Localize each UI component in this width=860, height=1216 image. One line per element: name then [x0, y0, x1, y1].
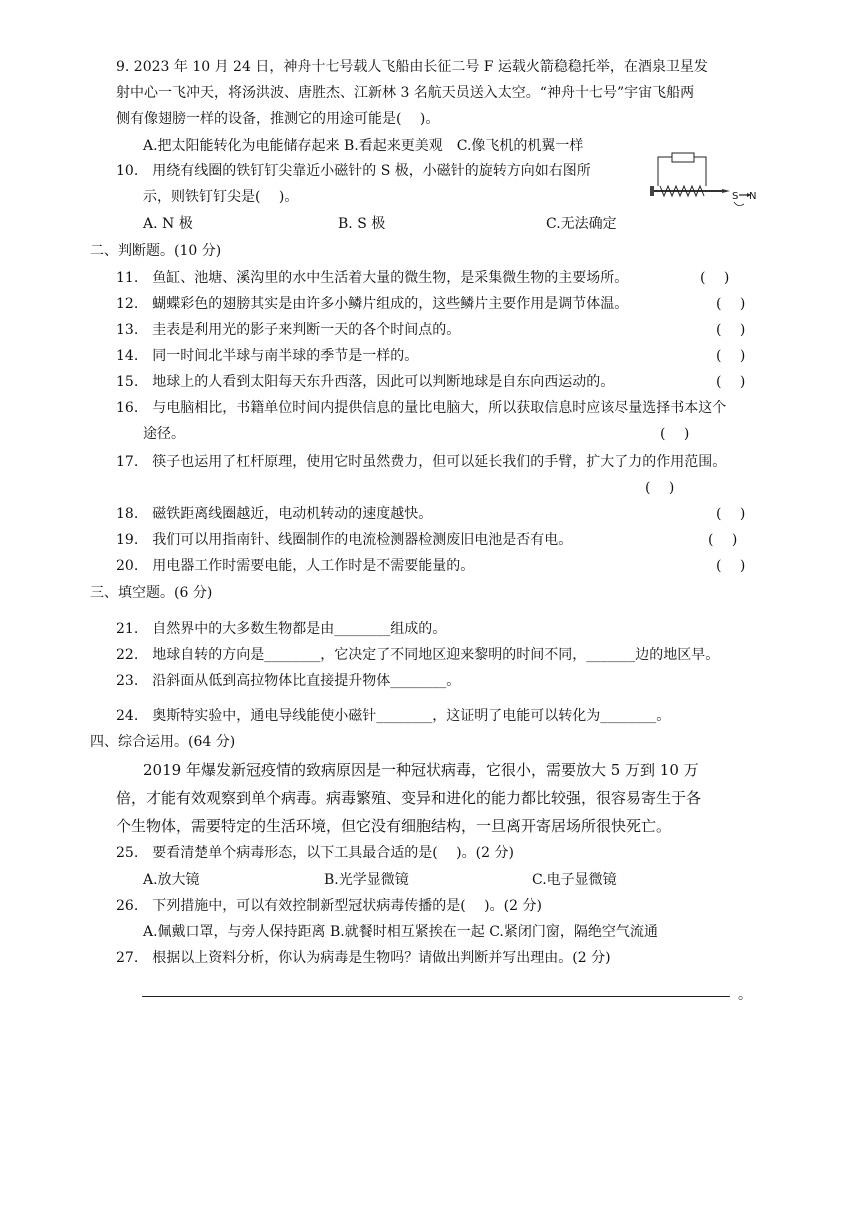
q9-line-1: 9. 2023 年 10 月 24 日，神舟十七号载人飞船由长征二号 F 运载火箭稳稳托举，在酒泉卫星发	[116, 59, 708, 75]
nail-coil-figure	[648, 150, 758, 210]
section-3-title: 三、填空题。(6 分)	[90, 585, 213, 601]
q12-answer-paren[interactable]: ( )	[716, 296, 746, 312]
q26-text: 26. 下列措施中，可以有效控制新型冠状病毒传播的是( )。(2 分)	[116, 898, 542, 914]
coil-wire	[658, 157, 706, 186]
q17-text: 17. 筷子也运用了杠杆原理，使用它时虽然费力，但可以延长我们的手臂，扩大了力的作用范围。	[116, 454, 727, 470]
q20-text: 20. 用电器工作时需要电能，人工作时是不需要能量的。	[116, 558, 475, 574]
q18-answer-paren[interactable]: ( )	[716, 506, 746, 522]
q10-line-2: 示，则铁钉钉尖是( )。	[143, 189, 299, 205]
q11-text: 11. 鱼缸、池塘、溪沟里的水中生活着大量的微生物，是采集微生物的主要场所。	[116, 270, 629, 286]
q18-text: 18. 磁铁距离线圈越近，电动机转动的速度越快。	[116, 506, 433, 522]
q19-answer-paren[interactable]: ( )	[708, 532, 738, 548]
battery-icon	[672, 153, 694, 162]
q13-answer-paren[interactable]: ( )	[716, 322, 746, 338]
q23-text[interactable]: 23. 沿斜面从低到高拉物体比直接提升物体________。	[116, 673, 461, 689]
q17-answer-paren[interactable]: ( )	[645, 480, 675, 496]
section-4-title: 四、综合运用。(64 分)	[90, 734, 236, 750]
q20-answer-paren[interactable]: ( )	[716, 558, 746, 574]
q10-option-c: C.无法确定	[546, 216, 617, 232]
q9-options: A.把太阳能转化为电能储存起来 B.看起来更美观 C.像飞机的机翼一样	[143, 138, 584, 154]
passage-line-3: 个生物体，需要特定的生活环境，但它没有细胞结构，一旦离开寄居场所很快死亡。	[116, 817, 672, 835]
section-2-title: 二、判断题。(10 分)	[90, 243, 222, 259]
q14-text: 14. 同一时间北半球与南半球的季节是一样的。	[116, 348, 419, 364]
q9-line-2: 射中心一飞冲天，将汤洪波、唐胜杰、江新林 3 名航天员送入太空。“神舟十七号”宇宙飞船两	[116, 85, 695, 101]
q10-option-b: B. S 极	[338, 216, 386, 232]
q13-text: 13. 圭表是利用光的影子来判断一天的各个时间点的。	[116, 322, 461, 338]
q12-text: 12. 蝴蝶彩色的翅膀其实是由许多小鳞片组成的，这些鳞片主要作用是调节体温。	[116, 296, 629, 312]
passage-line-2: 倍，才能有效观察到单个病毒。病毒繁殖、变异和进化的能力都比较强，很容易寄生于各	[116, 789, 702, 807]
q25-option-a: A.放大镜	[143, 872, 200, 888]
nail-tip	[722, 189, 730, 193]
needle-s-label: S	[732, 191, 739, 202]
q10-option-a: A. N 极	[143, 216, 193, 232]
q16-answer-paren[interactable]: ( )	[660, 426, 690, 442]
q16-text: 16. 与电脑相比，书籍单位时间内提供信息的量比电脑大，所以获取信息时应该尽量选择书本这个	[116, 400, 727, 416]
q25-option-b: B.光学显微镜	[324, 872, 409, 888]
rotation-arrow	[734, 202, 744, 206]
q19-text: 19. 我们可以用指南针、线圈制作的电流检测器检测废旧电池是否有电。	[116, 532, 573, 548]
q27-answer-line[interactable]	[142, 996, 730, 997]
q15-text: 15. 地球上的人看到太阳每天东升西落，因此可以判断地球是自东向西运动的。	[116, 374, 615, 390]
q26-options: A.佩戴口罩，与旁人保持距离 B.就餐时相互紧挨在一起 C.紧闭门窗，隔绝空气流通	[143, 924, 658, 940]
q9-line-3: 侧有像翅膀一样的设备，推测它的用途可能是( )。	[116, 111, 440, 127]
needle-n-label: N	[749, 191, 757, 202]
q27-end-mark: 。	[738, 987, 752, 1003]
q11-answer-paren[interactable]: ( )	[700, 270, 730, 286]
q14-answer-paren[interactable]: ( )	[716, 348, 746, 364]
q22-text[interactable]: 22. 地球自转的方向是________，它决定了不同地区迎来黎明的时间不同，_______边的地区早。	[116, 647, 720, 663]
passage-line-1: 2019 年爆发新冠疫情的致病原因是一种冠状病毒，它很小，需要放大 5 万到 10 万	[143, 761, 699, 779]
q15-answer-paren[interactable]: ( )	[716, 374, 746, 390]
q16-text-cont: 途径。	[143, 426, 185, 442]
q25-text: 25. 要看清楚单个病毒形态，以下工具最合适的是( )。(2 分)	[116, 845, 514, 861]
nail-head	[650, 186, 654, 196]
q24-text[interactable]: 24. 奥斯特实验中，通电导线能使小磁针________，这证明了电能可以转化为________。	[116, 708, 671, 724]
q25-option-c: C.电子显微镜	[532, 872, 617, 888]
q27-text: 27. 根据以上资料分析，你认为病毒是生物吗？请做出判断并写出理由。(2 分)	[116, 950, 611, 966]
q10-line-1: 10. 用绕有线圈的铁钉钉尖靠近小磁针的 S 极，小磁针的旋转方向如右图所	[116, 163, 591, 179]
q21-text[interactable]: 21. 自然界中的大多数生物都是由________组成的。	[116, 621, 447, 637]
